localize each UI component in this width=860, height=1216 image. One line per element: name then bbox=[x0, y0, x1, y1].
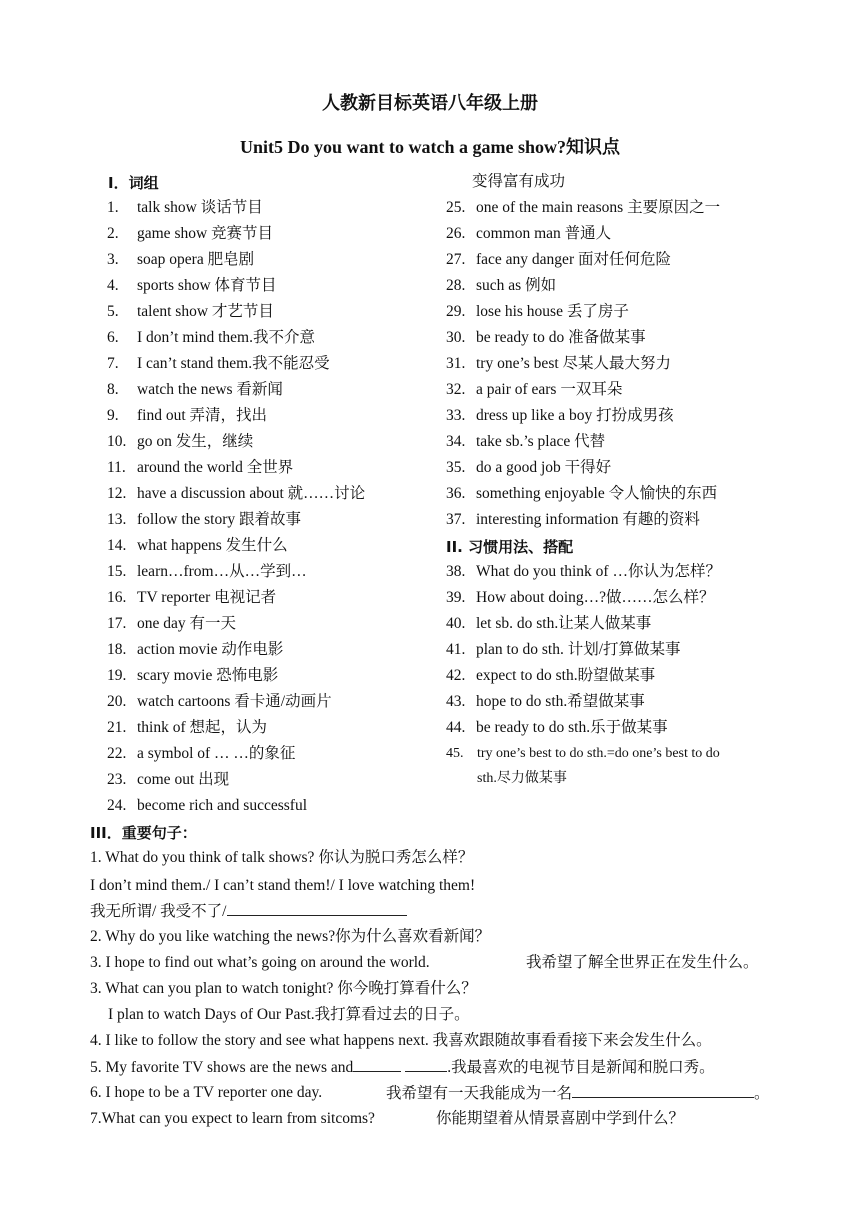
list-item-number: 3. bbox=[107, 251, 119, 268]
list-item bbox=[446, 328, 646, 354]
list-item-number: 36. bbox=[446, 485, 466, 502]
list-item-45-continuation: sth.尽力做某事 bbox=[477, 771, 567, 786]
list-item-text: dress up like a boy 打扮成男孩 bbox=[476, 407, 674, 424]
list-item bbox=[446, 718, 668, 744]
list-item-text: talk show 谈话节目 bbox=[137, 199, 263, 216]
list-item-text: one of the main reasons 主要原因之一 bbox=[476, 199, 721, 216]
list-item-text: one day 有一天 bbox=[137, 615, 237, 632]
sentence-7-english: 7.What can you expect to learn from sitcoms? bbox=[90, 1110, 375, 1127]
sentence-6-end: 。 bbox=[754, 1085, 770, 1102]
list-item-text: watch cartoons 看卡通/动画片 bbox=[137, 693, 332, 710]
sentence-3c: I plan to watch Days of Our Past.我打算看过去的日子。 bbox=[108, 1006, 470, 1023]
list-item bbox=[107, 770, 229, 796]
document-title: 人教新目标英语八年级上册 bbox=[322, 93, 538, 114]
list-item-text: scary movie 恐怖电影 bbox=[137, 667, 279, 684]
list-item-number: 42. bbox=[446, 667, 466, 684]
list-item-number: 17. bbox=[107, 615, 127, 632]
list-item bbox=[446, 198, 720, 224]
list-item-text: become rich and successful bbox=[137, 797, 308, 814]
list-item bbox=[107, 796, 307, 822]
list-item-text: have a discussion about 就……讨论 bbox=[137, 485, 366, 502]
list-item-45 bbox=[446, 744, 720, 770]
list-item-number: 19. bbox=[107, 667, 127, 684]
fill-blank bbox=[353, 1057, 401, 1072]
list-item-number: 22. bbox=[107, 745, 127, 762]
sentence-6-chinese bbox=[386, 1083, 770, 1104]
sentence-5-end: .我最喜欢的电视节目是新闻和脱口秀。 bbox=[447, 1059, 715, 1076]
list-item bbox=[107, 380, 283, 406]
list-item bbox=[107, 302, 274, 328]
list-item-number: 37. bbox=[446, 511, 466, 528]
sentence-3a bbox=[90, 953, 810, 973]
list-item-text: How about doing…?做……怎么样？ bbox=[476, 589, 715, 606]
list-item bbox=[107, 692, 332, 718]
list-item-text: come out 出现 bbox=[137, 771, 230, 788]
list-item-number: 27. bbox=[446, 251, 466, 268]
list-item-text: common man 普通人 bbox=[476, 225, 612, 242]
list-item bbox=[107, 354, 330, 380]
list-item-number: 1. bbox=[107, 199, 119, 216]
list-item-number: 32. bbox=[446, 381, 466, 398]
list-item-text: a symbol of … …的象征 bbox=[137, 745, 296, 762]
list-item bbox=[107, 744, 295, 770]
list-item-number: 5. bbox=[107, 303, 119, 320]
list-item-number: 41. bbox=[446, 641, 466, 658]
list-item bbox=[107, 562, 307, 588]
list-item-text: follow the story 跟着故事 bbox=[137, 511, 302, 528]
list-item bbox=[446, 458, 611, 484]
list-item bbox=[107, 224, 273, 250]
list-item-number: 13. bbox=[107, 511, 127, 528]
list-item-text: plan to do sth. 计划/打算做某事 bbox=[476, 641, 681, 658]
list-item-number: 14. bbox=[107, 537, 127, 554]
list-item-text: I don’t mind them.我不介意 bbox=[137, 329, 315, 346]
sentence-5-start: 5. My favorite TV shows are the news and bbox=[90, 1059, 354, 1076]
list-item-text: a pair of ears 一双耳朵 bbox=[476, 381, 623, 398]
list-item bbox=[446, 302, 629, 328]
fill-blank bbox=[227, 901, 407, 916]
list-item-text: sports show 体育节目 bbox=[137, 277, 277, 294]
list-item bbox=[107, 718, 267, 744]
list-item-text: be ready to do sth.乐于做某事 bbox=[476, 719, 668, 736]
list-item-number: 6. bbox=[107, 329, 119, 346]
list-item-number: 21. bbox=[107, 719, 127, 736]
list-item bbox=[446, 432, 605, 458]
sentence-6-chinese-text: 我希望有一天我能成为一名 bbox=[386, 1085, 573, 1102]
list-item-text: do a good job 干得好 bbox=[476, 459, 612, 476]
fill-blank bbox=[572, 1083, 754, 1098]
list-item-text: what happens 发生什么 bbox=[137, 537, 288, 554]
list-item bbox=[107, 406, 267, 432]
list-item-number: 35. bbox=[446, 459, 466, 476]
list-item-text: I can’t stand them.我不能忍受 bbox=[137, 355, 330, 372]
list-item-text: be ready to do 准备做某事 bbox=[476, 329, 646, 346]
list-item-number: 12. bbox=[107, 485, 127, 502]
list-item-number: 7. bbox=[107, 355, 119, 372]
list-item-number: 45. bbox=[446, 746, 464, 761]
list-item-number: 2. bbox=[107, 225, 119, 242]
list-item-text: let sb. do sth.让某人做某事 bbox=[476, 615, 652, 632]
list-item-number: 31. bbox=[446, 355, 466, 372]
list-item-text: try one’s best 尽某人最大努力 bbox=[476, 355, 672, 372]
list-item bbox=[107, 666, 278, 692]
fill-blank bbox=[405, 1057, 447, 1072]
list-item-number: 26. bbox=[446, 225, 466, 242]
list-item-number: 10. bbox=[107, 433, 127, 450]
sentence-7-chinese: 你能期望着从情景喜剧中学到什么？ bbox=[436, 1110, 685, 1127]
document-subtitle: Unit5 Do you want to watch a game show?知识点 bbox=[239, 137, 620, 157]
list-item bbox=[107, 536, 288, 562]
list-item-number: 11. bbox=[107, 459, 126, 476]
list-item bbox=[446, 562, 721, 588]
list-item bbox=[446, 250, 671, 276]
list-item-text: soap opera 肥皂剧 bbox=[137, 251, 255, 268]
list-item bbox=[107, 484, 365, 510]
section-1-heading: I．词组 bbox=[108, 174, 159, 192]
sentence-1-translation bbox=[90, 901, 790, 922]
list-item-text: something enjoyable 令人愉快的东西 bbox=[476, 485, 718, 502]
list-item-number: 44. bbox=[446, 719, 466, 736]
list-item-text: face any danger 面对任何危险 bbox=[476, 251, 671, 268]
list-item-text: think of 想起，认为 bbox=[137, 719, 268, 736]
sentence-6-english: 6. I hope to be a TV reporter one day. bbox=[90, 1084, 323, 1101]
list-item-text: interesting information 有趣的资料 bbox=[476, 511, 700, 528]
list-item bbox=[107, 432, 253, 458]
sentence-3a-chinese: 我希望了解全世界正在发生什么。 bbox=[526, 954, 759, 971]
list-item-number: 34. bbox=[446, 433, 466, 450]
list-item-number: 33. bbox=[446, 407, 466, 424]
sentence-4: 4. I like to follow the story and see what happens next. 我喜欢跟随故事看看接下来会发生什么。 bbox=[90, 1032, 712, 1049]
right-column-continuation: 变得富有成功 bbox=[472, 173, 566, 190]
list-item-text: TV reporter 电视记者 bbox=[137, 589, 277, 606]
list-item-number: 4. bbox=[107, 277, 119, 294]
list-item bbox=[107, 510, 301, 536]
list-item-number: 16. bbox=[107, 589, 127, 606]
list-item-number: 15. bbox=[107, 563, 127, 580]
list-item-text: around the world 全世界 bbox=[137, 459, 294, 476]
list-item-number: 38. bbox=[446, 563, 466, 580]
sentence-6 bbox=[90, 1083, 810, 1103]
sentence-3b: 3. What can you plan to watch tonight? 你今晚打算看什么？ bbox=[90, 980, 477, 997]
list-item-text: hope to do sth.希望做某事 bbox=[476, 693, 645, 710]
list-item-text: expect to do sth.盼望做某事 bbox=[476, 667, 656, 684]
list-item-text: try one’s best to do sth.=do one’s best to do bbox=[477, 746, 720, 761]
list-item bbox=[446, 640, 681, 666]
list-item bbox=[446, 484, 717, 510]
list-item bbox=[446, 380, 622, 406]
list-item-text: learn…from…从…学到… bbox=[137, 563, 307, 580]
sentence-3a-english: 3. I hope to find out what’s going on around the world. bbox=[90, 954, 430, 971]
list-item-number: 18. bbox=[107, 641, 127, 658]
list-item-number: 39. bbox=[446, 589, 466, 606]
list-item-number: 43. bbox=[446, 693, 466, 710]
list-item-number: 28. bbox=[446, 277, 466, 294]
list-item bbox=[446, 692, 645, 718]
list-item-number: 20. bbox=[107, 693, 127, 710]
sentence-1: 1. What do you think of talk shows? 你认为脱口秀怎么样？ bbox=[90, 849, 474, 866]
list-item-number: 23. bbox=[107, 771, 127, 788]
list-item-number: 9. bbox=[107, 407, 119, 424]
sentence-2: 2. Why do you like watching the news?你为什么喜欢看新闻？ bbox=[90, 928, 491, 945]
list-item-text: take sb.’s place 代替 bbox=[476, 433, 606, 450]
sentence-1-translation-text: 我无所谓/ 我受不了/ bbox=[90, 903, 227, 920]
list-item-text: game show 竞赛节目 bbox=[137, 225, 274, 242]
list-item-text: action movie 动作电影 bbox=[137, 641, 284, 658]
list-item bbox=[446, 666, 655, 692]
list-item bbox=[446, 614, 651, 640]
sentence-5 bbox=[90, 1057, 790, 1078]
list-item bbox=[107, 276, 277, 302]
list-item-text: watch the news 看新闻 bbox=[137, 381, 283, 398]
list-item bbox=[446, 354, 671, 380]
list-item bbox=[107, 328, 315, 354]
list-item bbox=[446, 224, 611, 250]
list-item-number: 24. bbox=[107, 797, 127, 814]
list-item-text: talent show 才艺节目 bbox=[137, 303, 274, 320]
list-item-text: such as 例如 bbox=[476, 277, 557, 294]
list-item-number: 8. bbox=[107, 381, 119, 398]
list-item-number: 30. bbox=[446, 329, 466, 346]
list-item bbox=[107, 588, 276, 614]
section-3-heading: III．重要句子： bbox=[90, 824, 197, 842]
list-item bbox=[107, 198, 263, 224]
list-item-number: 25. bbox=[446, 199, 466, 216]
list-item-text: go on 发生，继续 bbox=[137, 433, 254, 450]
list-item-text: find out 弄清，找出 bbox=[137, 407, 268, 424]
list-item bbox=[107, 614, 236, 640]
list-item-text: lose his house 丢了房子 bbox=[476, 303, 629, 320]
list-item-text: What do you think of …你认为怎样？ bbox=[476, 563, 721, 580]
list-item bbox=[446, 510, 700, 536]
sentence-7 bbox=[90, 1109, 810, 1129]
list-item bbox=[446, 406, 674, 432]
list-item bbox=[107, 640, 283, 666]
list-item-number: 29. bbox=[446, 303, 466, 320]
list-item bbox=[446, 276, 556, 302]
list-item bbox=[107, 250, 254, 276]
list-item bbox=[107, 458, 293, 484]
list-item bbox=[446, 588, 715, 614]
list-item-number: 40. bbox=[446, 615, 466, 632]
section-2-heading: II. 习惯用法、搭配 bbox=[446, 538, 574, 556]
sentence-1-answers: I don’t mind them./ I can’t stand them!/ I love watching them! bbox=[90, 877, 476, 894]
